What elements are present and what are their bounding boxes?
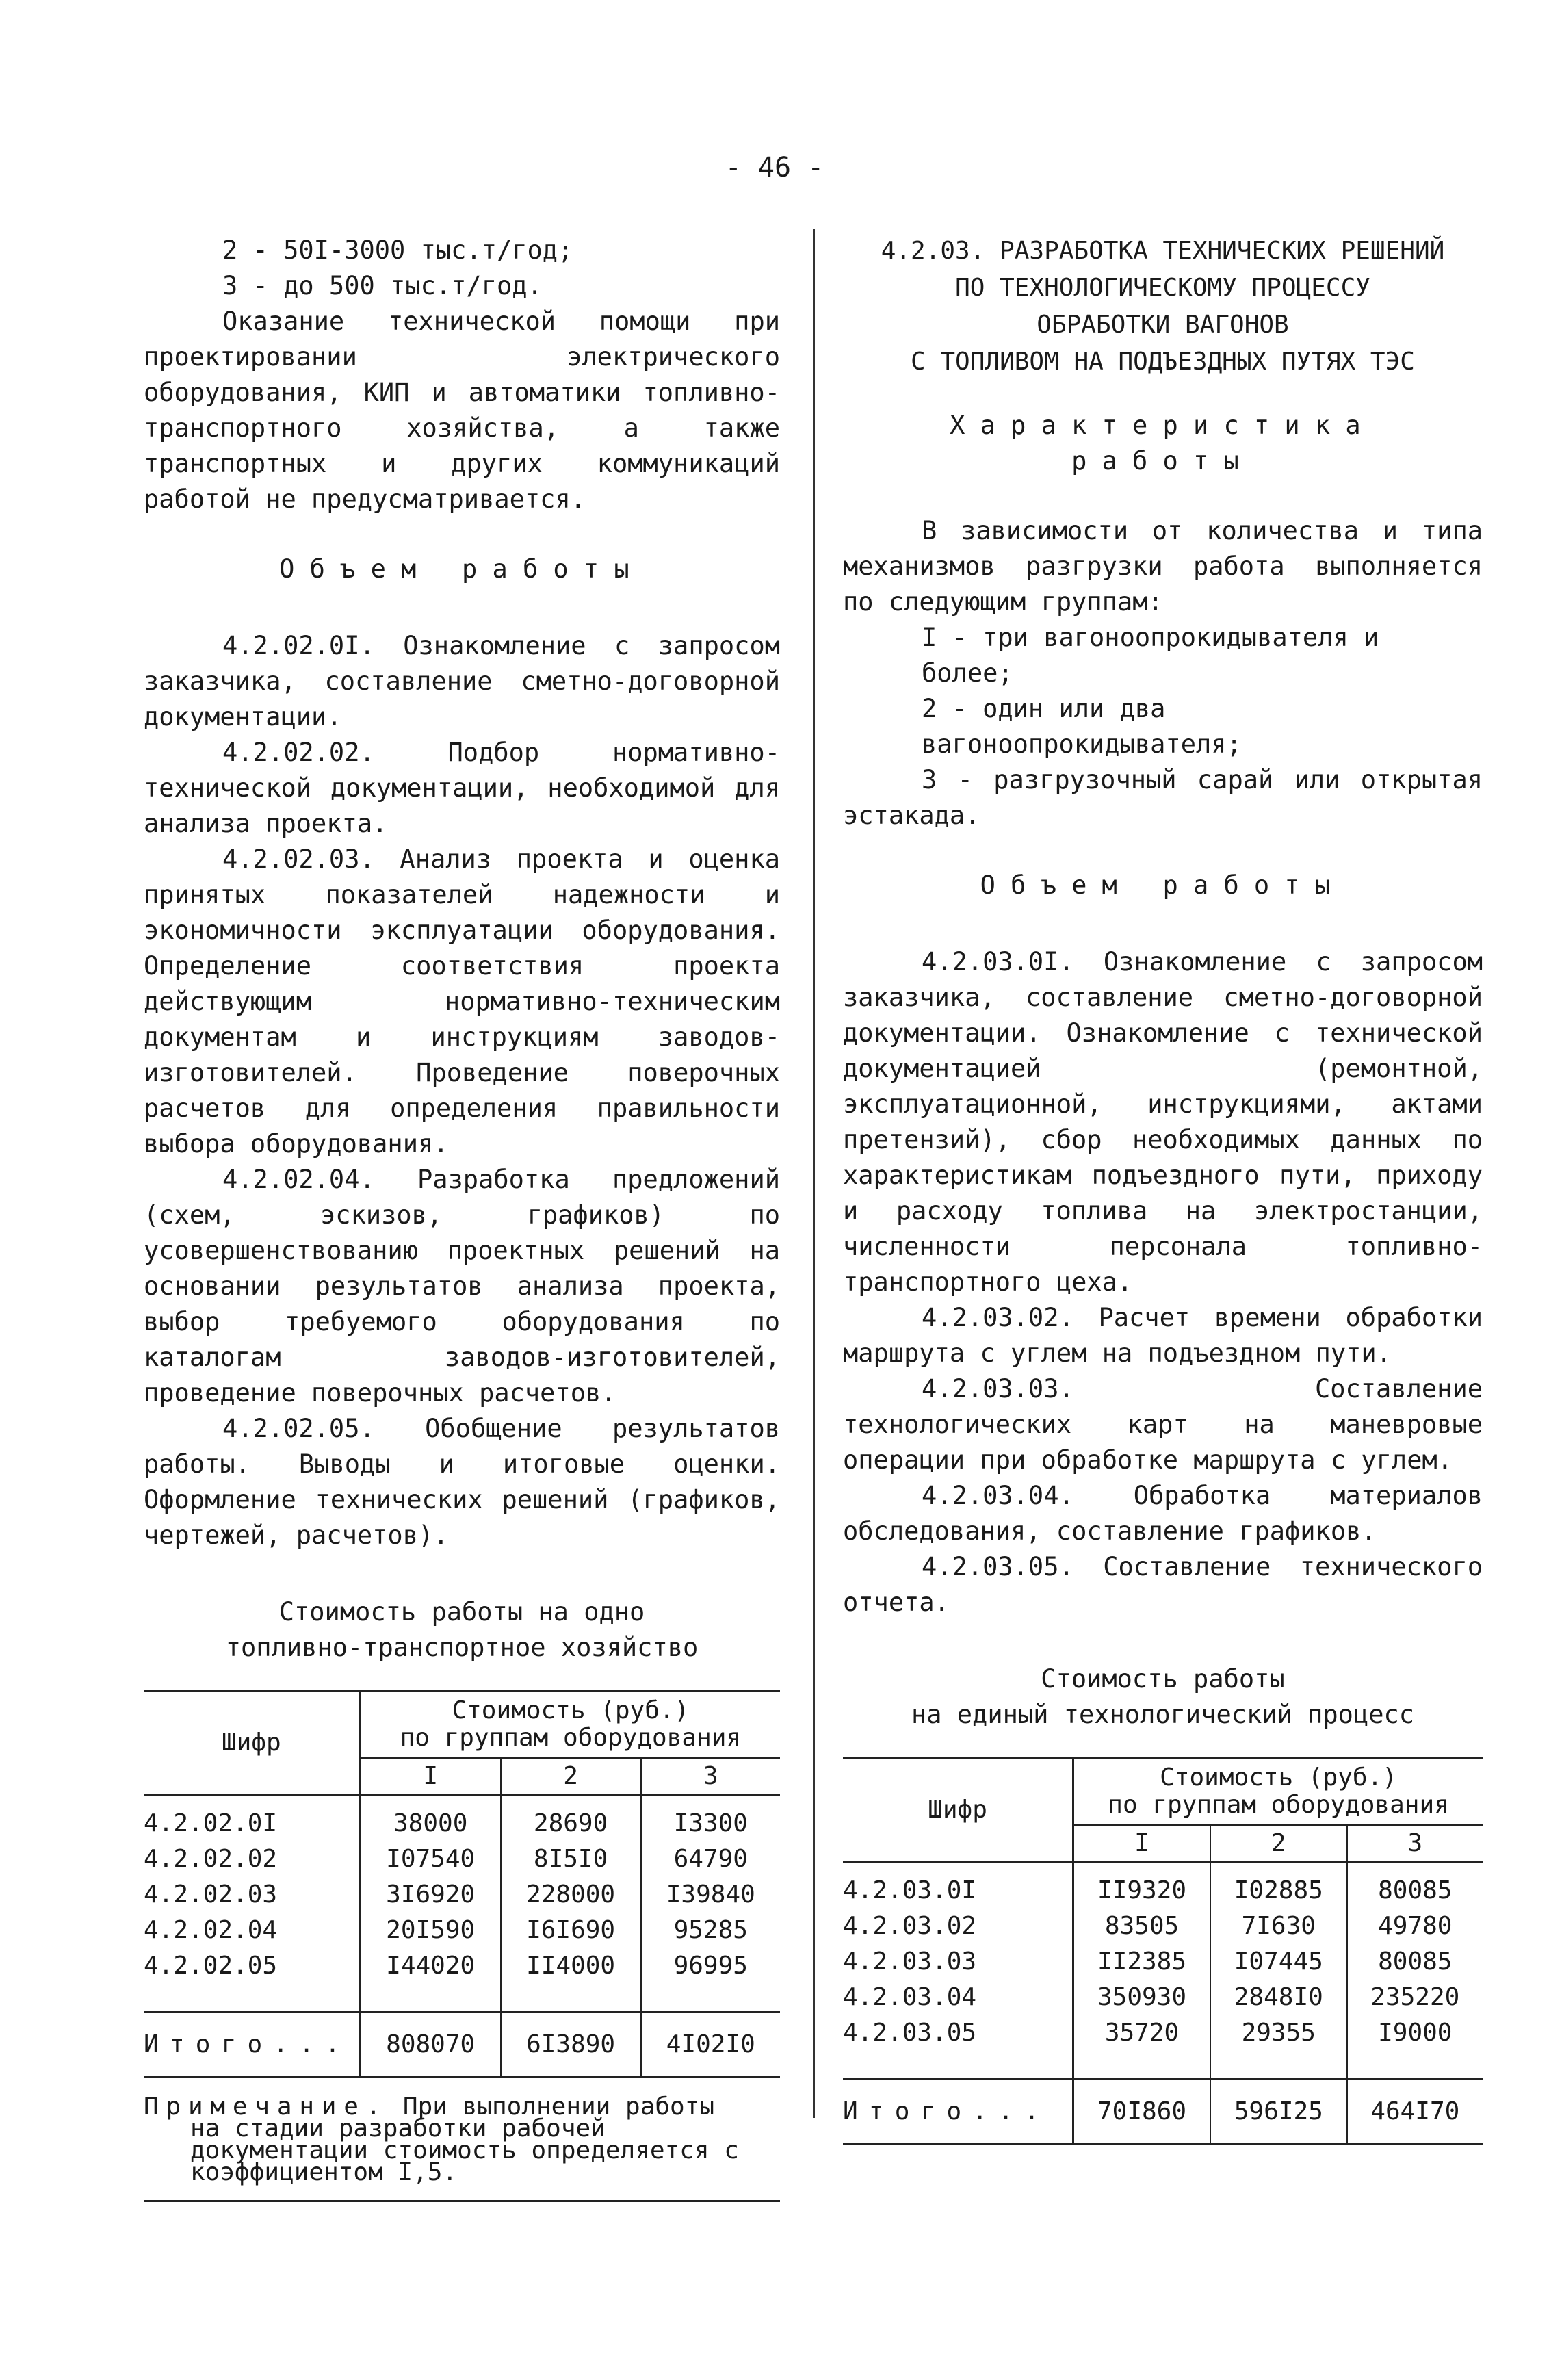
- work-item: 4.2.03.03. Составление технологических карт на маневровые операции при обработке маршрута с углем.: [843, 1374, 1483, 1475]
- table-note: [144, 2093, 780, 2202]
- col-header-group: 2: [1210, 1825, 1347, 1863]
- note-text-continued: на стадии разработки рабочей документации стоимость определяется с коэффициентом I,5.: [190, 2114, 739, 2186]
- work-item: 4.2.02.04. Разработка предложений (схем, эскизов, графиков) по усовершенствованию проектных решений на основании результатов анализа проекта, выбор требуемого оборудования по каталогам заводов-изготовителей, проведение поверочных расчетов.: [144, 1165, 780, 1408]
- characteristic-heading: Характеристика работы: [950, 411, 1376, 476]
- cost-table-2: [843, 1757, 1483, 2145]
- col-header-group: 2: [501, 1758, 641, 1796]
- table-row: 4.2.02.0I 38000 28690 I3300: [144, 1796, 780, 1842]
- table-row: 4.2.02.05 I44020 II4000 96995: [144, 1948, 780, 2013]
- note-label: Примечание.: [144, 2093, 389, 2121]
- table-total-row: Итого... 70I860 596I25 464I70: [843, 2080, 1483, 2145]
- col-header-cost: Стоимость (руб.) по группам оборудования: [1073, 1758, 1483, 1826]
- intro-paragraph: Оказание технической помощи при проектировании электрического оборудования, КИП и автоматики топливно-транспортного хозяйства, а также транспортных и других коммуникаций работой не предусматривается.: [144, 307, 780, 514]
- cost-table-1: [144, 1690, 780, 2078]
- work-item: 4.2.03.02. Расчет времени обработки маршрута с углем на подъездном пути.: [843, 1303, 1483, 1368]
- scope-heading: Объем работы: [980, 870, 1346, 900]
- col-header-cost: Стоимость (руб.) по группам оборудования: [360, 1691, 780, 1759]
- scope-heading: Объем работы: [279, 554, 645, 584]
- table-caption: Стоимость работы на единый технологический процесс: [911, 1664, 1415, 1729]
- work-item: 4.2.02.02. Подбор нормативно-технической документации, необходимой для анализа проекта.: [144, 738, 780, 838]
- col-header-group: I: [360, 1758, 501, 1796]
- table-row: 4.2.02.02 I07540 8I5I0 64790: [144, 1841, 780, 1877]
- col-header-group: I: [1073, 1825, 1210, 1863]
- list-item: 3 - до 500 тыс.т/год.: [222, 271, 543, 300]
- column-divider: [813, 229, 815, 2118]
- col-header-group: 3: [641, 1758, 781, 1796]
- table-row: 4.2.03.02 83505 7I630 49780: [843, 1909, 1483, 1944]
- col-header-shifr: Шифр: [144, 1691, 360, 1796]
- table-row: 4.2.02.04 20I590 I6I690 95285: [144, 1913, 780, 1948]
- table-row: 4.2.03.05 35720 29355 I9000: [843, 2015, 1483, 2080]
- work-item: 4.2.02.05. Обобщение результатов работы. Выводы и итоговые оценки. Оформление технических решений (графиков, чертежей, расчетов).: [144, 1414, 780, 1550]
- left-column: [144, 233, 780, 2202]
- list-item: 2 - 50I-3000 тыс.т/год;: [222, 235, 573, 265]
- page-number: - 46 -: [725, 152, 824, 183]
- col-header-group: 3: [1347, 1825, 1483, 1863]
- table-total-row: Итого... 808070 6I3890 4I02I0: [144, 2013, 780, 2078]
- group-item: I - три вагоноопрокидывателя и более;: [922, 623, 1379, 688]
- table-row: 4.2.02.03 3I6920 228000 I39840: [144, 1877, 780, 1913]
- group-item: 2 - один или два вагоноопрокидывателя;: [922, 694, 1242, 759]
- right-column: [843, 233, 1483, 2145]
- col-header-shifr: Шифр: [843, 1758, 1073, 1863]
- table-row: 4.2.03.0I II9320 I02885 80085: [843, 1863, 1483, 1909]
- group-item: 3 - разгрузочный сарай или открытая эстакада.: [843, 765, 1483, 830]
- note-text: При выполнении работы: [402, 2093, 715, 2121]
- table-row: 4.2.03.04 350930 2848I0 235220: [843, 1980, 1483, 2015]
- work-item: 4.2.03.04. Обработка материалов обследования, составление графиков.: [843, 1481, 1483, 1546]
- table-row: 4.2.03.03 II2385 I07445 80085: [843, 1944, 1483, 1980]
- work-item: 4.2.03.05. Составление технического отчета.: [843, 1552, 1483, 1617]
- work-item: 4.2.02.0I. Ознакомление с запросом заказчика, составление сметно-договорной документации.: [144, 631, 780, 732]
- work-item: 4.2.02.03. Анализ проекта и оценка принятых показателей надежности и экономичности эксплуатации оборудования. Определение соответствия проекта действующим нормативно-техническим документам и инструкциям заводов-изготовителей. Проведение поверочных расчетов для определения правильности выбора оборудования.: [144, 844, 780, 1159]
- section-heading: 4.2.03. РАЗРАБОТКА ТЕХНИЧЕСКИХ РЕШЕНИЙ ПО ТЕХНОЛОГИЧЕСКОМУ ПРОЦЕССУ ОБРАБОТКИ ВАГОНОВ С ТОПЛИВОМ НА ПОДЪЕЗДНЫХ ПУТЯХ ТЭС: [881, 237, 1445, 376]
- work-item: 4.2.03.0I. Ознакомление с запросом заказчика, составление сметно-договорной документации. Ознакомление с технической документацией (ремонтной, эксплуатационной, инструкциями, актами претензий), сбор необходимых данных по характеристикам подъездного пути, приходу и расходу топлива на электростанции, численности персонала топливно-транспортного цеха.: [843, 947, 1483, 1297]
- characteristic-paragraph: В зависимости от количества и типа механизмов разгрузки работа выполняется по следующим группам:: [843, 516, 1483, 617]
- table-caption: Стоимость работы на одно топливно-транспортное хозяйство: [225, 1597, 699, 1662]
